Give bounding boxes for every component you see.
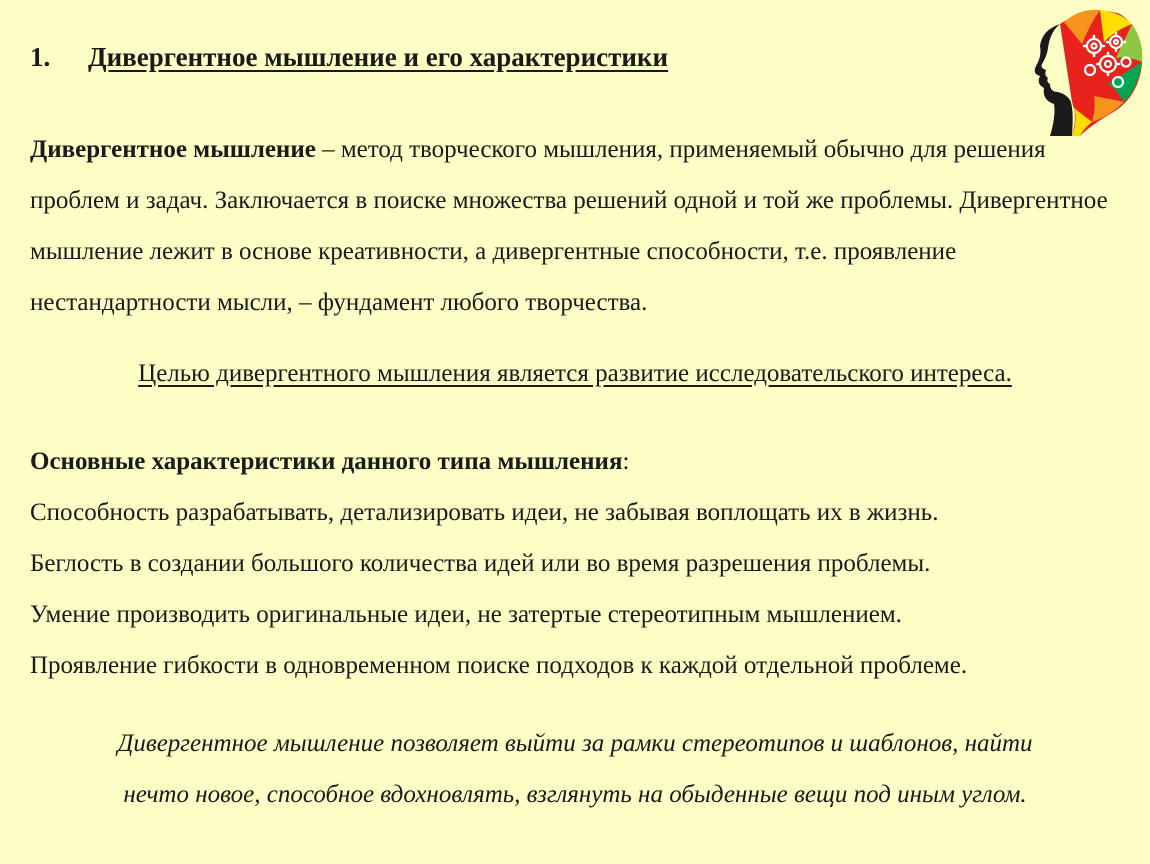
definition-term: Дивергентное мышление xyxy=(30,136,316,163)
trait-item: Проявление гибкости в одновременном поиске подходов к каждой отдельной проблеме. xyxy=(30,652,968,679)
title-text: Дивергентное мышление и его характеристики xyxy=(88,42,669,72)
quote-line-2: нечто новое, способное вдохновлять, взглянуть на обыденные вещи под иным углом. xyxy=(123,781,1027,808)
trait-item: Умение производить оригинальные идеи, не затертые стереотипным мышлением. xyxy=(30,601,902,628)
traits-heading-text: Основные характеристики данного типа мышления xyxy=(30,448,623,475)
closing-quote xyxy=(0,718,1150,820)
trait-item: Беглость в создании большого количества идей или во время разрешения проблемы. xyxy=(30,550,931,577)
traits-heading-colon: : xyxy=(622,448,630,475)
slide-title xyxy=(30,42,668,73)
goal-statement: Целью дивергентного мышления является развитие исследовательского интереса. xyxy=(138,360,1012,387)
traits-heading xyxy=(30,436,1130,487)
definition-text: – метод творческого мышления, применяемый обычно для решения проблем и задач. Заключается в поиске множества решений одной и той же проблемы. Дивергентное мышление лежит в основе креативности, а дивергентные способности, т.е. проявление нестандартности мысли, – фундамент любого творчества. xyxy=(30,136,1108,316)
traits-section xyxy=(30,436,1130,691)
quote-line-1: Дивергентное мышление позволяет выйти за рамки стереотипов и шаблонов, найти xyxy=(117,730,1033,757)
definition-paragraph xyxy=(30,124,1120,328)
head-gears-icon xyxy=(1020,4,1144,136)
title-number: 1. xyxy=(30,42,51,72)
trait-item: Способность разрабатывать, детализировать идеи, не забывая воплощать их в жизнь. xyxy=(30,499,939,526)
